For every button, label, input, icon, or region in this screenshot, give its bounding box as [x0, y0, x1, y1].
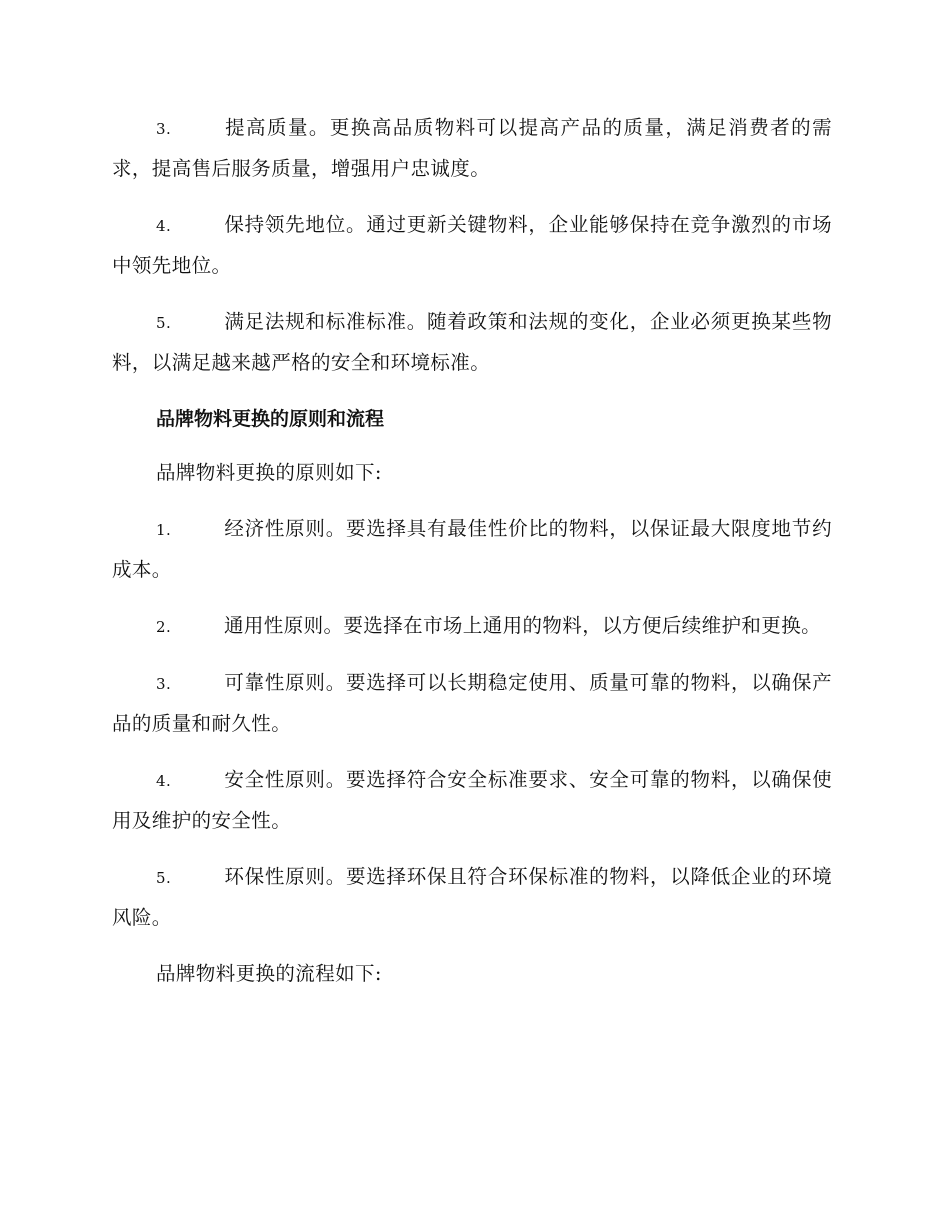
list-number: 3.	[156, 120, 172, 138]
principle-universality	[112, 606, 832, 647]
list-text: 满足法规和标准标准。随着政策和法规的变化，企业必须更换某些物料，以满足越来越严格的安全和环境标准。	[112, 310, 832, 374]
list-item-regulations	[112, 302, 832, 383]
list-number: 4.	[156, 217, 172, 235]
list-item-quality	[112, 108, 832, 189]
list-text: 安全性原则。要选择符合安全标准要求、安全可靠的物料，以确保使用及维护的安全性。	[112, 768, 832, 832]
list-number: 2.	[156, 618, 172, 636]
list-text: 提高质量。更换高品质物料可以提高产品的质量，满足消费者的需求，提高售后服务质量，增强用户忠诚度。	[112, 116, 832, 180]
list-text: 通用性原则。要选择在市场上通用的物料，以方便后续维护和更换。	[224, 614, 822, 637]
principle-reliability	[112, 663, 832, 744]
process-intro: 品牌物料更换的流程如下:	[156, 962, 382, 985]
list-number: 1.	[156, 521, 172, 539]
list-number: 4.	[156, 772, 172, 790]
principle-environment	[112, 857, 832, 938]
list-number: 5.	[156, 869, 172, 887]
principles-intro: 品牌物料更换的原则如下:	[156, 461, 382, 484]
list-text: 环保性原则。要选择环保且符合环保标准的物料，以降低企业的环境风险。	[112, 865, 832, 929]
list-text: 可靠性原则。要选择可以长期稳定使用、质量可靠的物料，以确保产品的质量和耐久性。	[112, 671, 832, 735]
section-heading: 品牌物料更换的原则和流程	[156, 408, 385, 430]
list-text: 保持领先地位。通过更新关键物料，企业能够保持在竞争激烈的市场中领先地位。	[112, 213, 832, 277]
list-text: 经济性原则。要选择具有最佳性价比的物料，以保证最大限度地节约成本。	[112, 517, 832, 581]
principle-safety	[112, 760, 832, 841]
list-item-leading	[112, 205, 832, 286]
list-number: 3.	[156, 675, 172, 693]
principle-economy	[112, 509, 832, 590]
list-number: 5.	[156, 314, 172, 332]
